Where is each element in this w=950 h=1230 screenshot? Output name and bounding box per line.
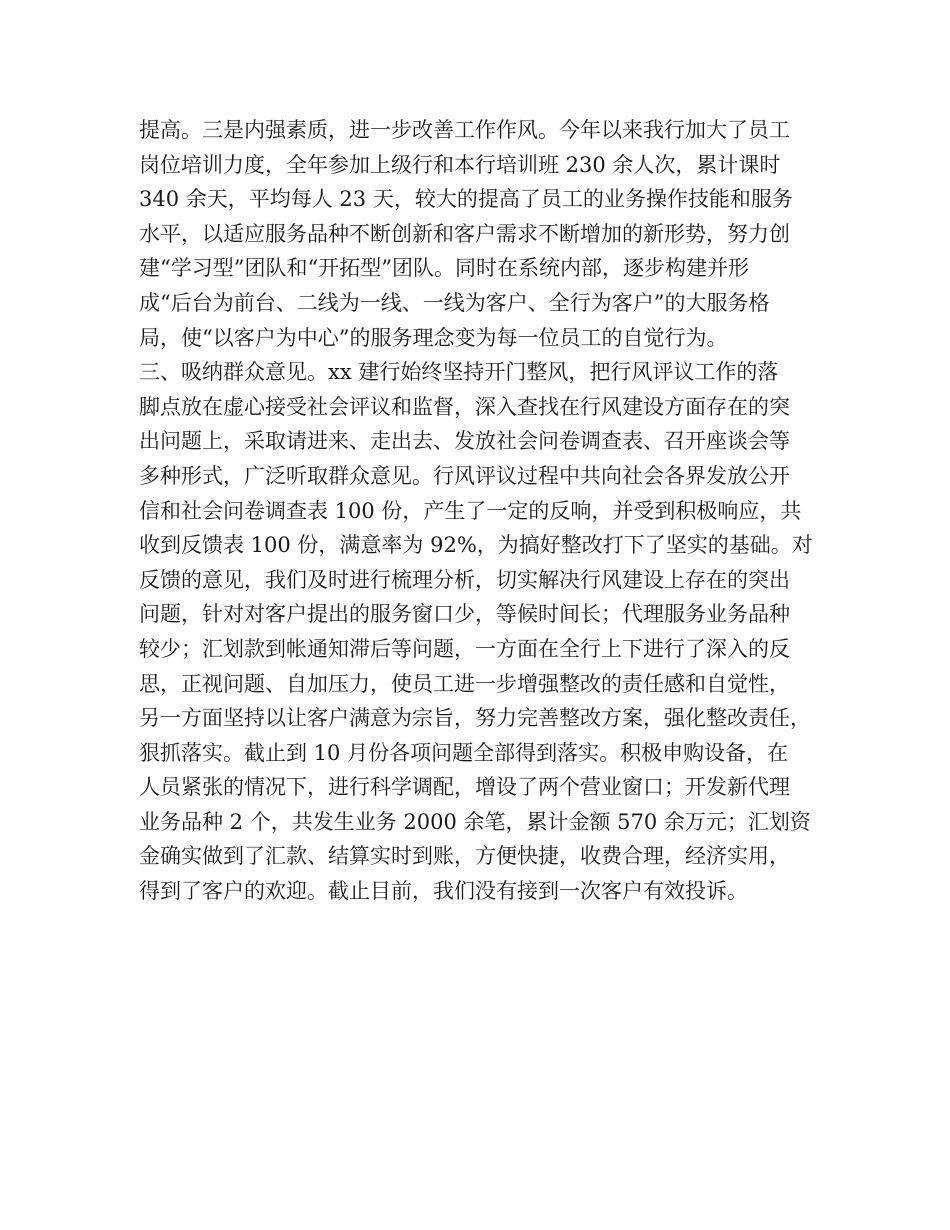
- text-line: 问题，针对对客户提出的服务窗口少，等候时间长；代理服务业务品种: [139, 602, 790, 627]
- text-line: 得到了客户的欢迎。截止目前，我们没有接到一次客户有效投诉。: [139, 879, 748, 904]
- text-line: 狠抓落实。截止到 10 月份各项问题全部得到落实。积极申购设备，在: [139, 740, 789, 765]
- text-line: 收到反馈表 100 份，满意率为 92%，为搞好整改打下了坚实的基础。对: [139, 533, 813, 558]
- text-line: 信和社会问卷调查表 100 份，产生了一定的反响，并受到积极响应，共: [139, 498, 802, 523]
- text-line: 水平，以适应服务品种不断创新和客户需求不断增加的新形势，努力创: [139, 221, 790, 246]
- text-line: 提高。三是内强素质，进一步改善工作作风。今年以来我行加大了员工: [139, 118, 790, 142]
- text-line: 340 余天，平均每人 23 天，较大的提高了员工的业务操作技能和服务: [139, 187, 793, 212]
- text-line: 思，正视问题、自加压力，使员工进一步增强整改的责任感和自觉性，: [139, 671, 790, 696]
- body-text: [139, 113, 829, 909]
- text-line: 建“学习型”团队和“开拓型”团队。同时在系统内部，逐步构建并形: [139, 256, 749, 281]
- section-heading-line: 三、吸纳群众意见。xx 建行始终坚持开门整风，把行风评议工作的落: [139, 360, 779, 385]
- text-line: 多种形式，广泛听取群众意见。行风评议过程中共向社会各界发放公开: [139, 463, 790, 488]
- text-line: 成“后台为前台、二线为一线、一线为客户、全行为客户”的大服务格: [139, 290, 770, 315]
- text-line: 另一方面坚持以让客户满意为宗旨，努力完善整改方案，强化整改责任，: [139, 706, 811, 731]
- text-line: 较少；汇划款到帐通知滞后等问题，一方面在全行上下进行了深入的反: [139, 636, 790, 661]
- text-line: 业务品种 2 个，共发生业务 2000 余笔，累计金额 570 余万元；汇划资: [139, 809, 811, 834]
- text-line: 人员紧张的情况下，进行科学调配，增设了两个营业窗口；开发新代理: [139, 775, 790, 800]
- text-line: 脚点放在虚心接受社会评议和监督，深入查找在行风建设方面存在的突: [139, 394, 790, 419]
- text-line: 岗位培训力度，全年参加上级行和本行培训班 230 余人次，累计课时: [139, 152, 781, 177]
- text-line: 局，使“以客户为中心”的服务理念变为每一位员工的自觉行为。: [139, 325, 728, 350]
- text-line: 出问题上，采取请进来、走出去、发放社会问卷调查表、召开座谈会等: [139, 429, 790, 454]
- text-line: 反馈的意见，我们及时进行梳理分析，切实解决行风建设上存在的突出: [139, 567, 790, 592]
- text-line: 金确实做到了汇款、结算实时到账，方便快捷，收费合理，经济实用，: [139, 844, 790, 869]
